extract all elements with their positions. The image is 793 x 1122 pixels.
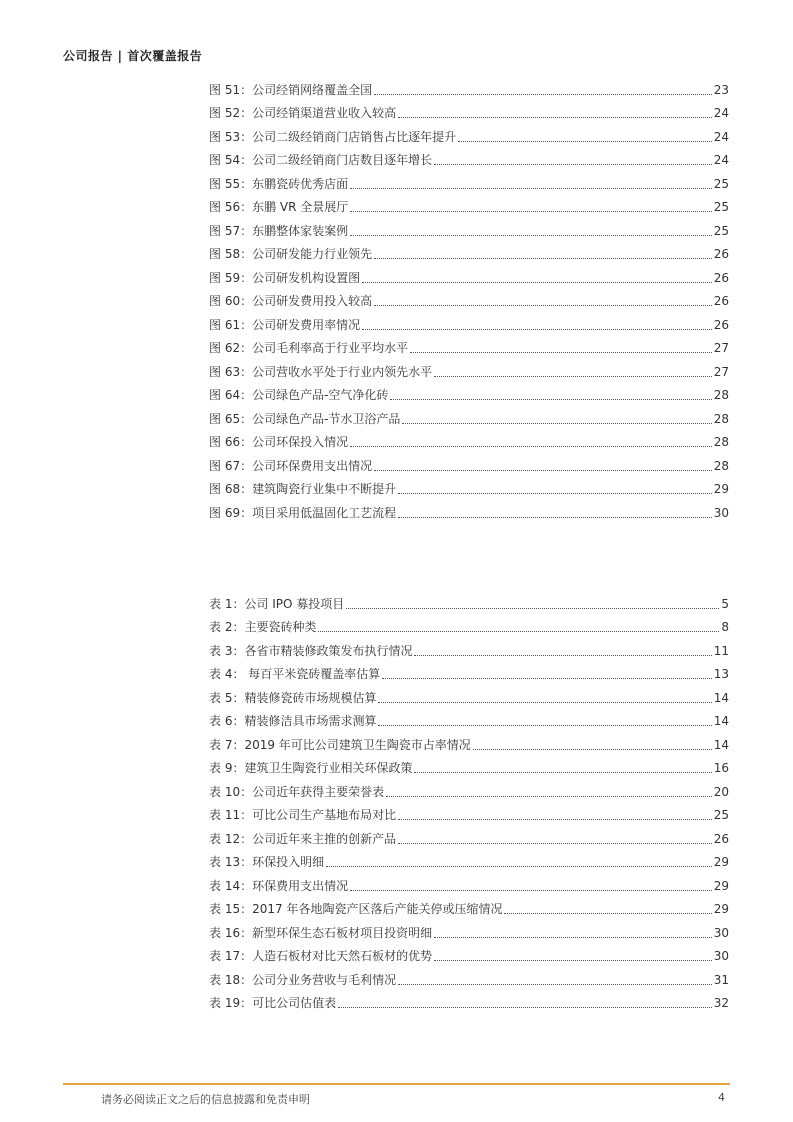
table-entry[interactable]	[209, 823, 729, 847]
table-entry-label: 表 16：新型环保生态石板材项目投资明细	[209, 925, 433, 940]
table-entry[interactable]	[209, 635, 729, 659]
table-entry-label: 表 19：可比公司估值表	[209, 996, 337, 1010]
dot-leader	[378, 702, 711, 703]
dot-leader	[414, 655, 711, 656]
figure-entry-page: 26	[713, 317, 729, 332]
dot-leader	[434, 937, 712, 938]
table-entry[interactable]	[209, 588, 729, 612]
figure-entry-page: 26	[713, 270, 729, 285]
table-entry[interactable]	[209, 894, 729, 918]
dot-leader	[458, 141, 712, 142]
figure-entry-label: 图 54：公司二级经销商门店数目逐年增长	[209, 153, 433, 167]
figure-entry-label: 图 67：公司环保费用支出情况	[209, 458, 373, 473]
figure-entry[interactable]	[209, 333, 729, 357]
figure-entry-page: 28	[713, 411, 729, 426]
table-entry-label: 表 9：建筑卫生陶瓷行业相关环保政策	[209, 761, 413, 775]
figure-entry-page: 23	[713, 82, 729, 97]
dot-leader	[374, 470, 712, 471]
table-entry-label: 表 7：2019 年可比公司建筑卫生陶瓷市占率情况	[209, 737, 471, 752]
figure-entry[interactable]	[209, 356, 729, 380]
figure-entry-page: 26	[713, 247, 729, 261]
dot-leader	[434, 164, 712, 165]
figure-entry-page: 27	[713, 341, 729, 355]
dot-leader	[350, 890, 712, 891]
figure-entry-label: 图 58：公司研发能力行业领先	[209, 247, 373, 261]
page-number: 4	[718, 1091, 725, 1104]
table-entry[interactable]	[209, 800, 729, 824]
dot-leader	[410, 352, 712, 353]
figure-entry[interactable]	[209, 168, 729, 192]
dot-leader	[362, 329, 712, 330]
figure-entry-label: 图 60：公司研发费用投入较高	[209, 294, 373, 308]
table-entry-page: 30	[713, 949, 729, 963]
table-entry-label: 表 4： 每百平米瓷砖覆盖率估算	[209, 667, 381, 681]
figure-entry-label: 图 56：东鹏 VR 全景展厅	[209, 200, 349, 214]
table-entry-label: 表 6：精装修洁具市场需求测算	[209, 714, 377, 728]
table-entry[interactable]	[209, 776, 729, 800]
table-entry-page: 14	[713, 737, 729, 752]
figure-entry-page: 24	[713, 106, 729, 120]
figure-entry-page: 29	[713, 482, 729, 496]
table-list	[209, 588, 729, 1011]
footer-divider	[63, 1083, 730, 1085]
dot-leader	[473, 749, 712, 750]
table-entry-label: 表 17：人造石板材对比天然石板材的优势	[209, 949, 433, 963]
table-entry[interactable]	[209, 612, 729, 636]
table-entry-page: 29	[713, 902, 729, 916]
table-entry-page: 14	[713, 714, 729, 728]
table-entry-label: 表 13：环保投入明细	[209, 855, 325, 869]
dot-leader	[362, 282, 712, 283]
figure-entry[interactable]	[209, 192, 729, 216]
table-entry[interactable]	[209, 964, 729, 988]
table-entry-page: 29	[713, 878, 729, 893]
dot-leader	[338, 1007, 712, 1008]
figure-entry-label: 图 51：公司经销网络覆盖全国	[209, 82, 373, 97]
table-entry-label: 表 15：2017 年各地陶瓷产区落后产能关停或压缩情况	[209, 902, 503, 916]
table-entry-page: 20	[713, 784, 729, 799]
table-entry-label: 表 10：公司近年获得主要荣誉表	[209, 784, 385, 799]
table-entry[interactable]	[209, 729, 729, 753]
table-entry-page: 13	[713, 667, 729, 681]
dot-leader	[318, 631, 719, 632]
figure-entry[interactable]	[209, 262, 729, 286]
table-entry-page: 25	[713, 808, 729, 822]
figure-entry-page: 25	[713, 223, 729, 238]
dot-leader	[398, 117, 712, 118]
report-header: 公司报告 | 首次覆盖报告	[63, 49, 203, 63]
table-entry[interactable]	[209, 659, 729, 683]
dot-leader	[390, 399, 711, 400]
figure-entry-page: 25	[713, 176, 729, 191]
figure-entry-label: 图 62：公司毛利率高于行业平均水平	[209, 341, 409, 355]
dot-leader	[402, 423, 711, 424]
figure-entry-label: 图 68：建筑陶瓷行业集中不断提升	[209, 482, 397, 496]
table-entry-label: 表 1：公司 IPO 募投项目	[209, 596, 345, 611]
figure-entry-page: 26	[713, 294, 729, 308]
dot-leader	[378, 725, 711, 726]
figure-entry-label: 图 59：公司研发机构设置图	[209, 270, 361, 285]
dot-leader	[398, 984, 712, 985]
figure-entry[interactable]	[209, 450, 729, 474]
figure-entry[interactable]	[209, 403, 729, 427]
figure-entry[interactable]	[209, 474, 729, 498]
figure-entry[interactable]	[209, 98, 729, 122]
figure-entry[interactable]	[209, 145, 729, 169]
table-entry-page: 14	[713, 690, 729, 705]
table-entry-label: 表 11：可比公司生产基地布局对比	[209, 808, 397, 822]
table-entry-label: 表 2：主要瓷砖种类	[209, 620, 317, 634]
figure-entry-label: 图 53：公司二级经销商门店销售占比逐年提升	[209, 129, 457, 144]
table-entry-page: 8	[721, 620, 729, 634]
dot-leader	[374, 258, 712, 259]
figure-entry[interactable]	[209, 74, 729, 98]
dot-leader	[398, 819, 712, 820]
dot-leader	[386, 796, 712, 797]
dot-leader	[350, 188, 712, 189]
figure-entry[interactable]	[209, 239, 729, 263]
figure-entry-label: 图 57：东鹏整体家装案例	[209, 223, 349, 238]
figure-entry[interactable]	[209, 427, 729, 451]
table-entry[interactable]	[209, 847, 729, 871]
figure-entry-page: 28	[713, 458, 729, 473]
table-entry[interactable]	[209, 988, 729, 1012]
dot-leader	[504, 913, 711, 914]
dot-leader	[414, 772, 711, 773]
figure-entry-label: 图 52：公司经销渠道营业收入较高	[209, 106, 397, 120]
dot-leader	[350, 446, 712, 447]
figure-entry-label: 图 61：公司研发费用率情况	[209, 317, 361, 332]
table-entry-page: 31	[713, 972, 729, 987]
figure-entry[interactable]	[209, 309, 729, 333]
table-entry-page: 16	[713, 761, 729, 775]
table-entry[interactable]	[209, 917, 729, 941]
table-entry-label: 表 12：公司近年来主推的创新产品	[209, 831, 397, 846]
table-entry-page: 26	[713, 831, 729, 846]
table-entry-label: 表 5：精装修瓷砖市场规模估算	[209, 690, 377, 705]
figure-entry-label: 图 64：公司绿色产品-空气净化砖	[209, 388, 389, 402]
dot-leader	[398, 517, 712, 518]
figure-entry-label: 图 65：公司绿色产品-节水卫浴产品	[209, 411, 401, 426]
figure-entry[interactable]	[209, 497, 729, 521]
dot-leader	[434, 376, 712, 377]
figure-entry-label: 图 66：公司环保投入情况	[209, 435, 349, 449]
figure-entry-label: 图 63：公司营收水平处于行业内领先水平	[209, 364, 433, 379]
table-entry[interactable]	[209, 870, 729, 894]
figure-entry-page: 28	[713, 388, 729, 402]
table-entry-page: 11	[713, 643, 729, 658]
dot-leader	[398, 843, 712, 844]
dot-leader	[398, 493, 712, 494]
figure-entry-page: 25	[713, 200, 729, 214]
dot-leader	[374, 94, 712, 95]
dot-leader	[346, 608, 719, 609]
table-entry[interactable]	[209, 682, 729, 706]
table-entry-label: 表 14：环保费用支出情况	[209, 878, 349, 893]
table-entry[interactable]	[209, 941, 729, 965]
figure-entry-label: 图 55：东鹏瓷砖优秀店面	[209, 176, 349, 191]
figure-entry[interactable]	[209, 286, 729, 310]
table-entry-label: 表 18：公司分业务营收与毛利情况	[209, 972, 397, 987]
figure-list	[209, 74, 729, 521]
dot-leader	[374, 305, 712, 306]
dot-leader	[434, 960, 712, 961]
footer-disclaimer: 请务必阅读正文之后的信息披露和免责申明	[101, 1093, 310, 1106]
table-entry-page: 30	[713, 925, 729, 940]
dot-leader	[350, 211, 711, 212]
figure-entry-page: 28	[713, 435, 729, 449]
figure-entry-page: 24	[713, 129, 729, 144]
dot-leader	[382, 678, 711, 679]
table-entry-page: 5	[721, 596, 729, 611]
figure-entry-page: 27	[713, 364, 729, 379]
figure-entry-label: 图 69：项目采用低温固化工艺流程	[209, 505, 397, 520]
dot-leader	[326, 866, 712, 867]
table-entry[interactable]	[209, 706, 729, 730]
figure-entry-page: 30	[713, 505, 729, 520]
table-entry-page: 29	[713, 855, 729, 869]
figure-entry-page: 24	[713, 153, 729, 167]
figure-entry[interactable]	[209, 121, 729, 145]
figure-entry[interactable]	[209, 380, 729, 404]
figure-entry[interactable]	[209, 215, 729, 239]
table-entry[interactable]	[209, 753, 729, 777]
table-entry-label: 表 3：各省市精装修政策发布执行情况	[209, 643, 413, 658]
table-entry-page: 32	[713, 996, 729, 1010]
dot-leader	[350, 235, 712, 236]
